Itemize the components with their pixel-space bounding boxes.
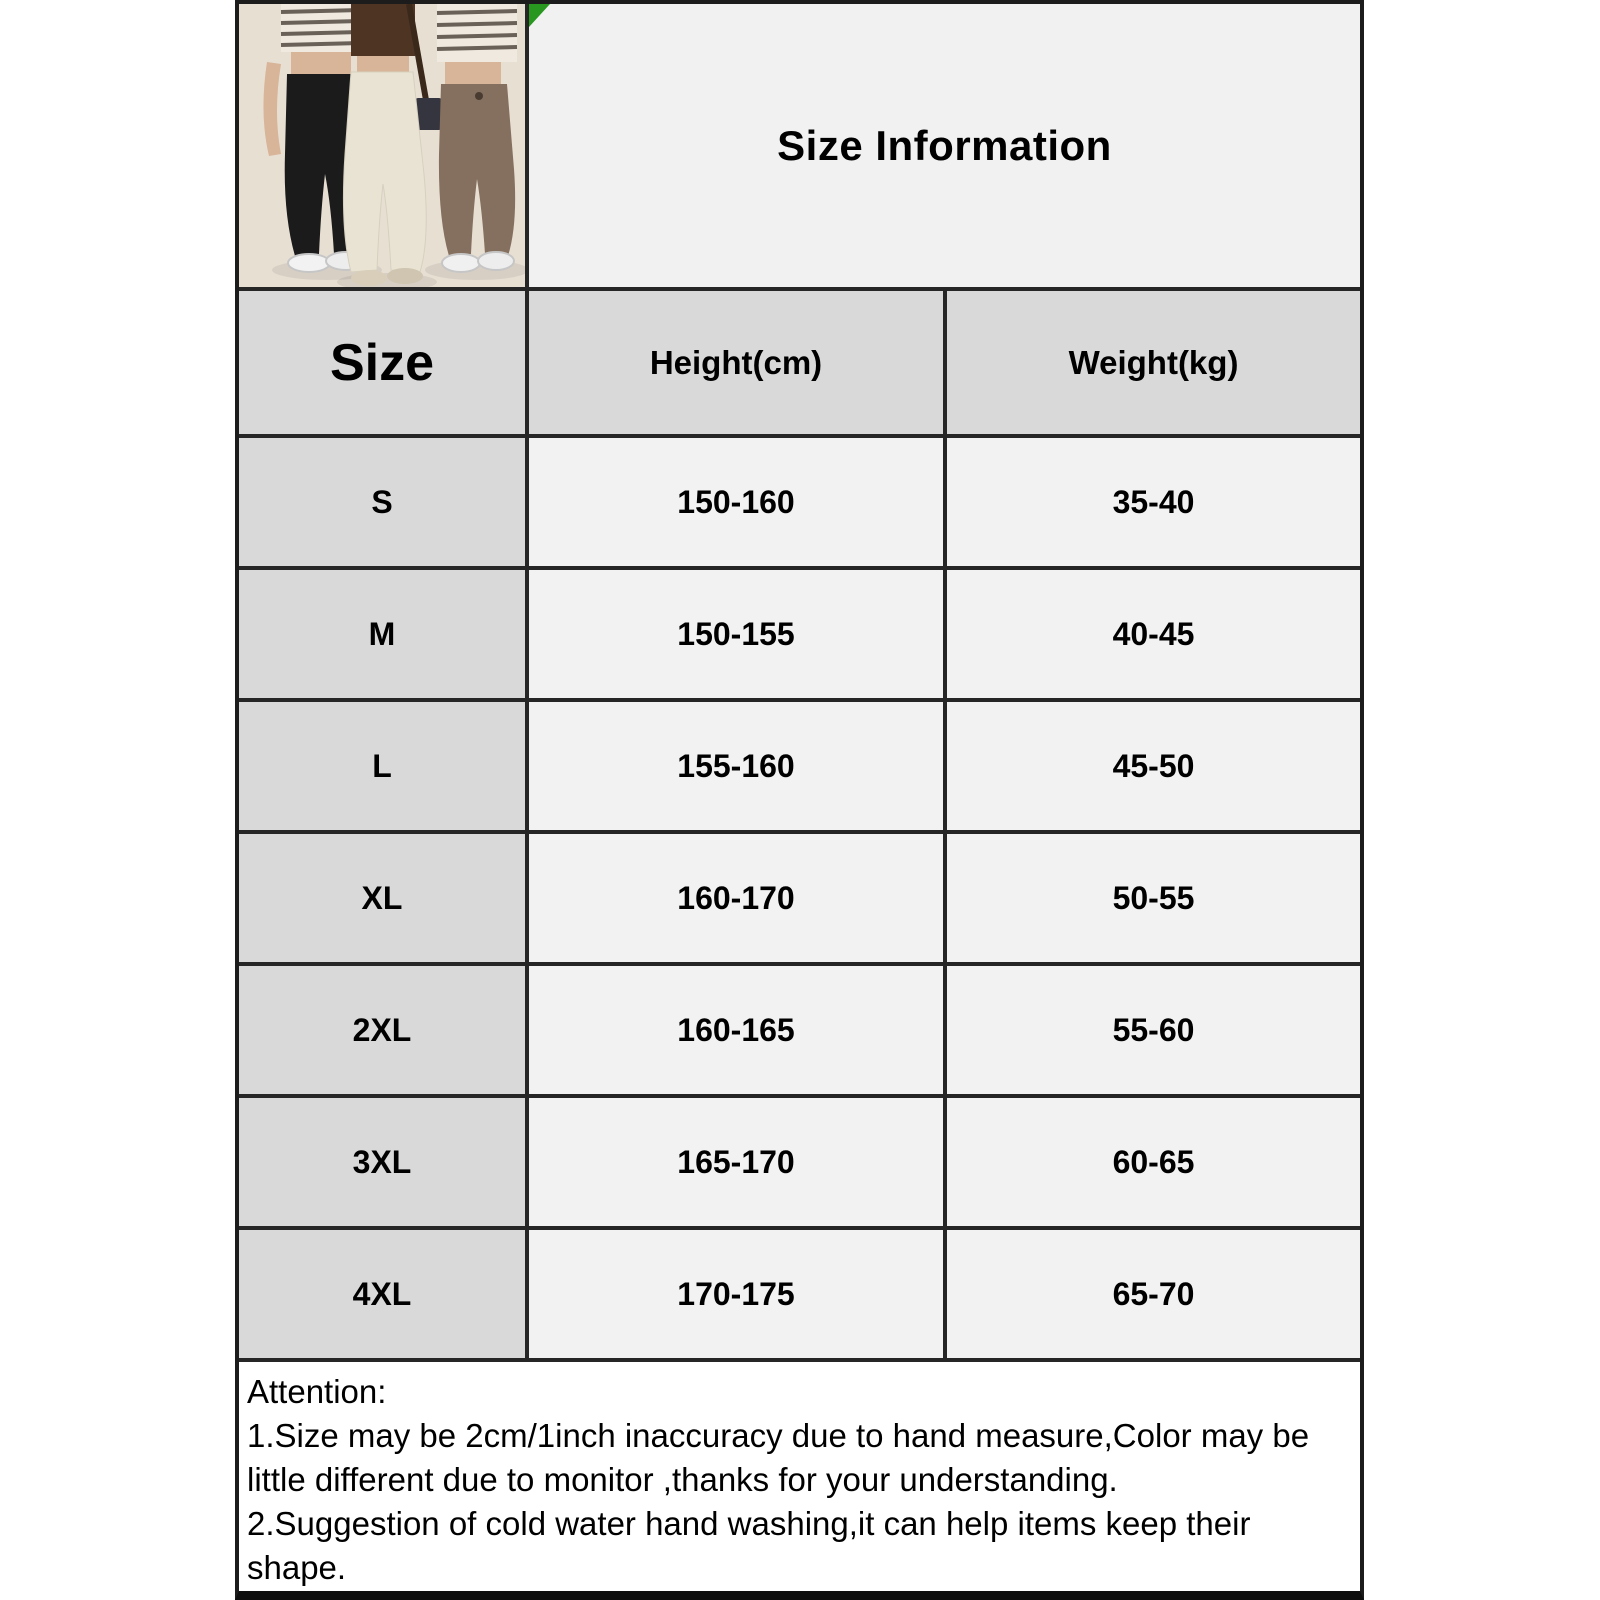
attention-title: Attention: bbox=[247, 1373, 387, 1410]
table-row bbox=[239, 1098, 1360, 1230]
size-cell: L bbox=[239, 702, 529, 830]
height-cell: 160-165 bbox=[529, 966, 947, 1094]
top-section bbox=[239, 4, 1360, 291]
product-image bbox=[239, 4, 529, 287]
size-chart-sheet bbox=[235, 0, 1364, 1600]
attention-line-1: 1.Size may be 2cm/1inch inaccuracy due to hand measure,Color may be little different due to monitor ,thanks for your understanding. bbox=[247, 1417, 1310, 1498]
page-title: Size Information bbox=[777, 121, 1112, 169]
table-header-row bbox=[239, 291, 1360, 438]
height-cell: 170-175 bbox=[529, 1230, 947, 1358]
title-cell bbox=[529, 4, 1360, 287]
attention-note bbox=[239, 1362, 1360, 1591]
weight-cell: 65-70 bbox=[947, 1230, 1360, 1358]
weight-cell: 60-65 bbox=[947, 1098, 1360, 1226]
height-cell: 155-160 bbox=[529, 702, 947, 830]
height-cell: 160-170 bbox=[529, 834, 947, 962]
table-row bbox=[239, 702, 1360, 834]
size-cell: 2XL bbox=[239, 966, 529, 1094]
size-cell: 3XL bbox=[239, 1098, 529, 1226]
height-cell: 150-160 bbox=[529, 438, 947, 566]
table-row bbox=[239, 834, 1360, 966]
size-cell: 4XL bbox=[239, 1230, 529, 1358]
size-cell: S bbox=[239, 438, 529, 566]
table-row bbox=[239, 966, 1360, 1098]
weight-cell: 40-45 bbox=[947, 570, 1360, 698]
height-cell: 150-155 bbox=[529, 570, 947, 698]
weight-cell: 55-60 bbox=[947, 966, 1360, 1094]
corner-flag-icon bbox=[529, 4, 550, 27]
table-row bbox=[239, 570, 1360, 702]
header-weight: Weight(kg) bbox=[947, 291, 1360, 434]
size-cell: M bbox=[239, 570, 529, 698]
attention-line-2: 2.Suggestion of cold water hand washing,it can help items keep their shape. bbox=[247, 1505, 1251, 1586]
table-row bbox=[239, 1230, 1360, 1362]
height-cell: 165-170 bbox=[529, 1098, 947, 1226]
pants-illustration bbox=[239, 4, 525, 287]
weight-cell: 45-50 bbox=[947, 702, 1360, 830]
size-cell: XL bbox=[239, 834, 529, 962]
weight-cell: 35-40 bbox=[947, 438, 1360, 566]
header-height: Height(cm) bbox=[529, 291, 947, 434]
header-size: Size bbox=[239, 291, 529, 434]
table-row bbox=[239, 438, 1360, 570]
weight-cell: 50-55 bbox=[947, 834, 1360, 962]
